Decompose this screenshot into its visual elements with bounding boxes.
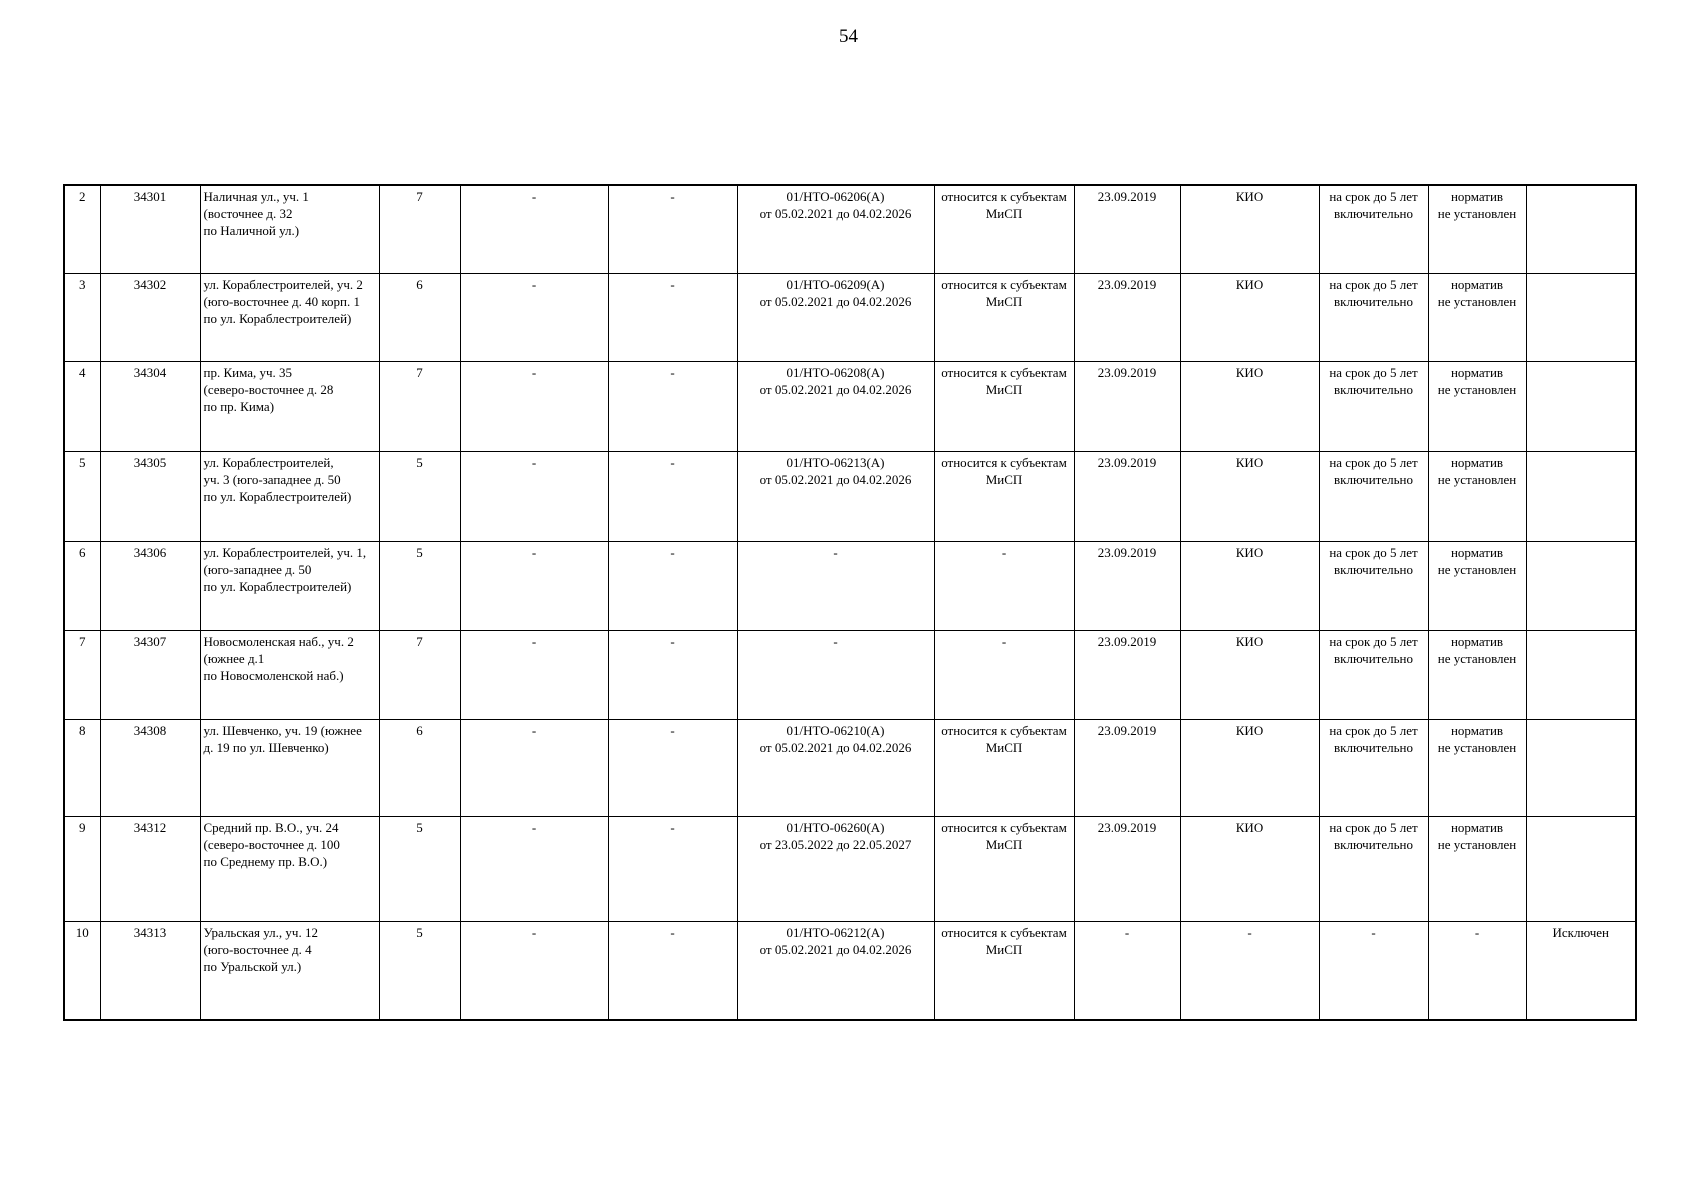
empty-col-cell: -	[460, 273, 608, 361]
address-cell: Наличная ул., уч. 1 (восточнее д. 32 по Наличной ул.)	[200, 185, 379, 273]
empty-col-cell: -	[608, 541, 737, 630]
area-cell: 7	[379, 361, 460, 451]
contract-cell: 01/НТО-06213(А) от 05.02.2021 до 04.02.2026	[737, 451, 934, 541]
contract-cell: -	[737, 630, 934, 719]
term-cell: на срок до 5 лет включительно	[1319, 816, 1428, 921]
row-number-cell: 7	[64, 630, 100, 719]
msp-cell: относится к субъектам МиСП	[934, 451, 1074, 541]
address-cell: ул. Шевченко, уч. 19 (южнее д. 19 по ул. Шевченко)	[200, 719, 379, 816]
area-cell: 5	[379, 921, 460, 1020]
table-row	[64, 921, 1636, 1020]
row-number-cell: 2	[64, 185, 100, 273]
norm-cell: норматив не установлен	[1428, 185, 1526, 273]
date-cell: 23.09.2019	[1074, 273, 1180, 361]
note-cell	[1526, 185, 1636, 273]
empty-col-cell: -	[608, 451, 737, 541]
empty-col-cell: -	[608, 816, 737, 921]
note-cell	[1526, 451, 1636, 541]
date-cell: 23.09.2019	[1074, 816, 1180, 921]
date-cell: 23.09.2019	[1074, 630, 1180, 719]
code-cell: 34312	[100, 816, 200, 921]
code-cell: 34306	[100, 541, 200, 630]
area-cell: 5	[379, 541, 460, 630]
authority-cell: КИО	[1180, 273, 1319, 361]
row-number-cell: 3	[64, 273, 100, 361]
authority-cell: -	[1180, 921, 1319, 1020]
address-cell: ул. Кораблестроителей, уч. 1, (юго-западнее д. 50 по ул. Кораблестроителей)	[200, 541, 379, 630]
area-cell: 5	[379, 451, 460, 541]
authority-cell: КИО	[1180, 816, 1319, 921]
contract-cell: 01/НТО-06260(А) от 23.05.2022 до 22.05.2027	[737, 816, 934, 921]
msp-cell: относится к субъектам МиСП	[934, 816, 1074, 921]
empty-col-cell: -	[460, 361, 608, 451]
msp-cell: относится к субъектам МиСП	[934, 361, 1074, 451]
contract-cell: 01/НТО-06209(А) от 05.02.2021 до 04.02.2026	[737, 273, 934, 361]
contract-cell: 01/НТО-06212(А) от 05.02.2021 до 04.02.2026	[737, 921, 934, 1020]
term-cell: на срок до 5 лет включительно	[1319, 630, 1428, 719]
authority-cell: КИО	[1180, 719, 1319, 816]
date-cell: 23.09.2019	[1074, 719, 1180, 816]
term-cell: на срок до 5 лет включительно	[1319, 541, 1428, 630]
row-number-cell: 5	[64, 451, 100, 541]
code-cell: 34301	[100, 185, 200, 273]
contract-cell: 01/НТО-06206(А) от 05.02.2021 до 04.02.2026	[737, 185, 934, 273]
date-cell: 23.09.2019	[1074, 361, 1180, 451]
empty-col-cell: -	[608, 719, 737, 816]
note-cell	[1526, 361, 1636, 451]
empty-col-cell: -	[608, 921, 737, 1020]
norm-cell: норматив не установлен	[1428, 361, 1526, 451]
note-cell	[1526, 273, 1636, 361]
empty-col-cell: -	[460, 630, 608, 719]
address-cell: Средний пр. В.О., уч. 24 (северо-восточнее д. 100 по Среднему пр. В.О.)	[200, 816, 379, 921]
contract-cell: -	[737, 541, 934, 630]
row-number-cell: 8	[64, 719, 100, 816]
empty-col-cell: -	[608, 273, 737, 361]
code-cell: 34305	[100, 451, 200, 541]
table-row	[64, 451, 1636, 541]
note-cell	[1526, 630, 1636, 719]
table-row	[64, 273, 1636, 361]
area-cell: 6	[379, 273, 460, 361]
msp-cell: относится к субъектам МиСП	[934, 719, 1074, 816]
address-cell: ул. Кораблестроителей, уч. 3 (юго-западнее д. 50 по ул. Кораблестроителей)	[200, 451, 379, 541]
authority-cell: КИО	[1180, 361, 1319, 451]
msp-cell: -	[934, 541, 1074, 630]
address-cell: Новосмоленская наб., уч. 2 (южнее д.1 по Новосмоленской наб.)	[200, 630, 379, 719]
term-cell: на срок до 5 лет включительно	[1319, 719, 1428, 816]
empty-col-cell: -	[460, 719, 608, 816]
norm-cell: норматив не установлен	[1428, 630, 1526, 719]
empty-col-cell: -	[608, 630, 737, 719]
note-cell	[1526, 541, 1636, 630]
term-cell: на срок до 5 лет включительно	[1319, 185, 1428, 273]
date-cell: 23.09.2019	[1074, 185, 1180, 273]
area-cell: 5	[379, 816, 460, 921]
row-number-cell: 10	[64, 921, 100, 1020]
norm-cell: норматив не установлен	[1428, 273, 1526, 361]
msp-cell: относится к субъектам МиСП	[934, 185, 1074, 273]
contract-cell: 01/НТО-06208(А) от 05.02.2021 до 04.02.2026	[737, 361, 934, 451]
code-cell: 34302	[100, 273, 200, 361]
msp-cell: относится к субъектам МиСП	[934, 921, 1074, 1020]
address-cell: Уральская ул., уч. 12 (юго-восточнее д. 4 по Уральской ул.)	[200, 921, 379, 1020]
authority-cell: КИО	[1180, 185, 1319, 273]
note-cell	[1526, 816, 1636, 921]
area-cell: 7	[379, 630, 460, 719]
code-cell: 34307	[100, 630, 200, 719]
row-number-cell: 9	[64, 816, 100, 921]
area-cell: 6	[379, 719, 460, 816]
date-cell: 23.09.2019	[1074, 541, 1180, 630]
term-cell: на срок до 5 лет включительно	[1319, 361, 1428, 451]
authority-cell: КИО	[1180, 451, 1319, 541]
norm-cell: норматив не установлен	[1428, 451, 1526, 541]
registry-table	[63, 184, 1637, 1021]
term-cell: -	[1319, 921, 1428, 1020]
norm-cell: -	[1428, 921, 1526, 1020]
row-number-cell: 6	[64, 541, 100, 630]
table-row	[64, 185, 1636, 273]
table-row	[64, 630, 1636, 719]
table-row	[64, 361, 1636, 451]
note-cell	[1526, 719, 1636, 816]
table-row	[64, 719, 1636, 816]
area-cell: 7	[379, 185, 460, 273]
table-row	[64, 541, 1636, 630]
page-number: 54	[839, 26, 858, 47]
empty-col-cell: -	[460, 921, 608, 1020]
empty-col-cell: -	[608, 185, 737, 273]
norm-cell: норматив не установлен	[1428, 541, 1526, 630]
term-cell: на срок до 5 лет включительно	[1319, 273, 1428, 361]
empty-col-cell: -	[460, 816, 608, 921]
code-cell: 34308	[100, 719, 200, 816]
norm-cell: норматив не установлен	[1428, 816, 1526, 921]
code-cell: 34304	[100, 361, 200, 451]
table-row	[64, 816, 1636, 921]
empty-col-cell: -	[608, 361, 737, 451]
date-cell: 23.09.2019	[1074, 451, 1180, 541]
address-cell: ул. Кораблестроителей, уч. 2 (юго-восточнее д. 40 корп. 1 по ул. Кораблестроителей)	[200, 273, 379, 361]
term-cell: на срок до 5 лет включительно	[1319, 451, 1428, 541]
date-cell: -	[1074, 921, 1180, 1020]
norm-cell: норматив не установлен	[1428, 719, 1526, 816]
address-cell: пр. Кима, уч. 35 (северо-восточнее д. 28 по пр. Кима)	[200, 361, 379, 451]
contract-cell: 01/НТО-06210(А) от 05.02.2021 до 04.02.2026	[737, 719, 934, 816]
empty-col-cell: -	[460, 185, 608, 273]
empty-col-cell: -	[460, 451, 608, 541]
note-cell: Исключен	[1526, 921, 1636, 1020]
authority-cell: КИО	[1180, 630, 1319, 719]
authority-cell: КИО	[1180, 541, 1319, 630]
msp-cell: -	[934, 630, 1074, 719]
msp-cell: относится к субъектам МиСП	[934, 273, 1074, 361]
code-cell: 34313	[100, 921, 200, 1020]
row-number-cell: 4	[64, 361, 100, 451]
empty-col-cell: -	[460, 541, 608, 630]
